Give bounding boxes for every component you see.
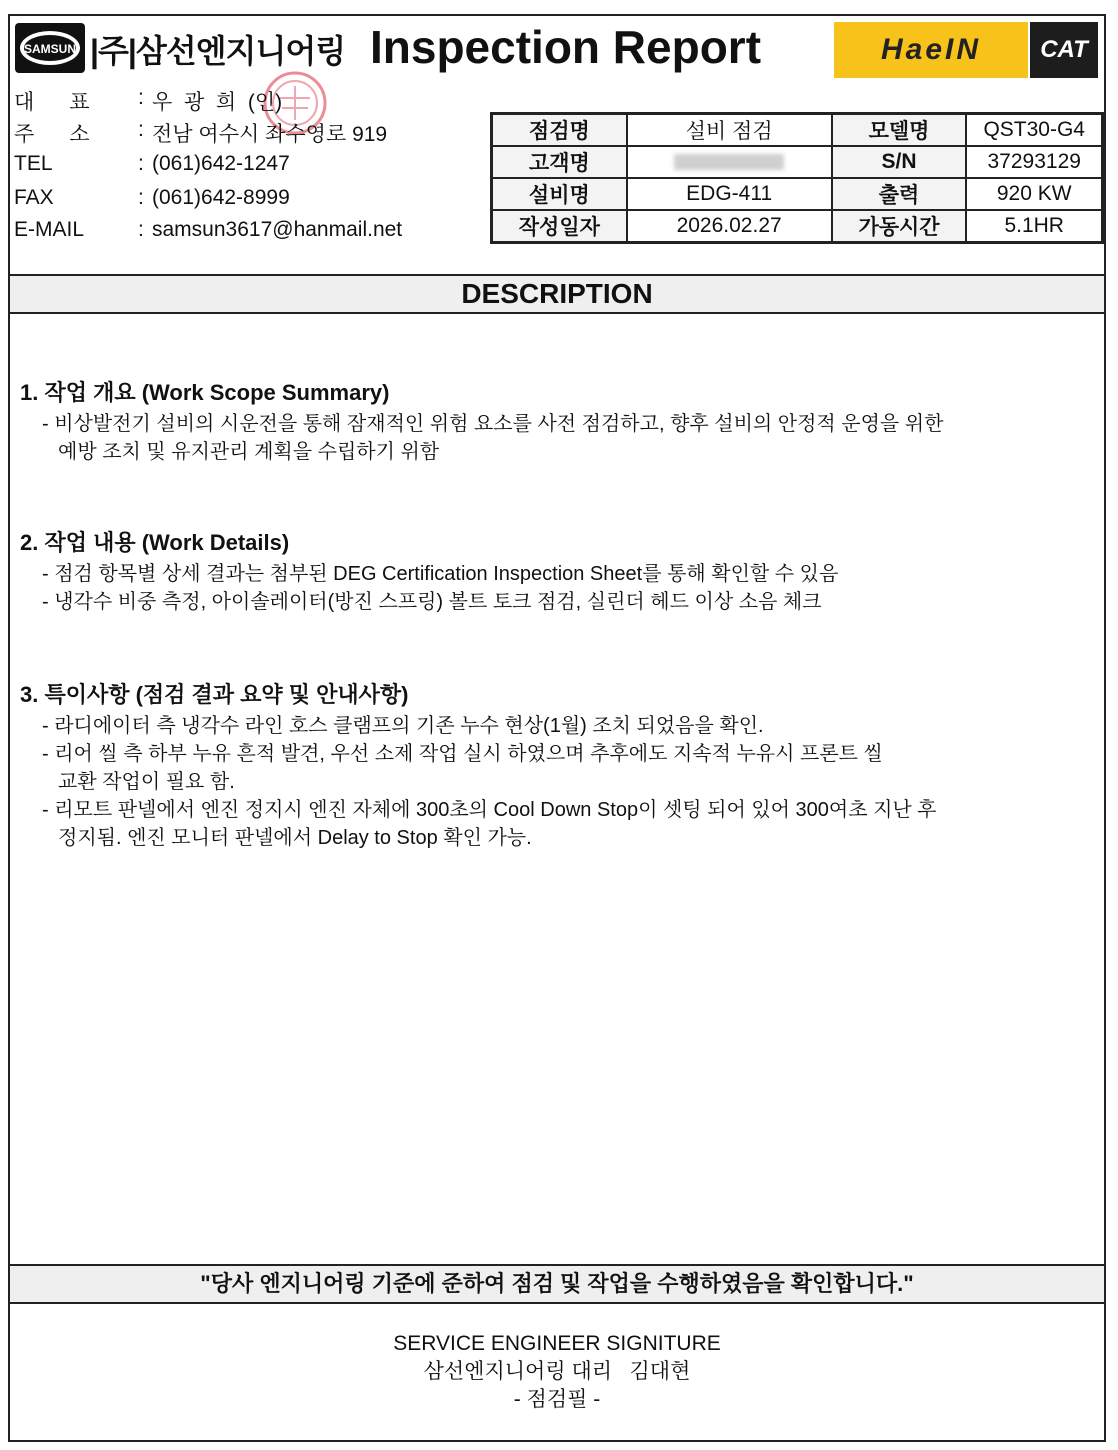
signature-block xyxy=(10,1330,1104,1414)
info-colon: : xyxy=(138,118,144,141)
info-colon: : xyxy=(138,86,144,109)
description-body xyxy=(20,376,1090,852)
section-title: 3. 특이사항 (점검 결과 요약 및 안내사항) xyxy=(20,682,409,707)
section-line: - 리모트 판넬에서 엔진 정지시 엔진 자체에 300초의 Cool Down Stop이 셋팅 되어 있어 300여초 지난 후 xyxy=(42,799,937,821)
section-line: - 비상발전기 설비의 시운전을 통해 잠재적인 위험 요소를 사전 점검하고, 향후 설비의 안정적 운영을 위한 xyxy=(42,413,944,435)
table-key: 작성일자 xyxy=(492,210,627,243)
table-key: S/N xyxy=(832,146,967,178)
section-special-notes xyxy=(20,678,1090,852)
info-label: 대 표 xyxy=(14,91,90,114)
info-label: TEL xyxy=(14,152,53,175)
description-header: DESCRIPTION xyxy=(10,274,1104,314)
section-line: - 점검 항목별 상세 결과는 첨부된 DEG Certification Inspection Sheet를 통해 확인할 수 있음 xyxy=(42,563,839,585)
info-value: 전남 여수시 좌수영로 919 xyxy=(152,123,388,146)
samsun-logo xyxy=(15,23,85,73)
info-value: 우 광 희 (인) xyxy=(152,91,283,114)
table-key: 설비명 xyxy=(492,178,627,210)
brand-logos xyxy=(834,22,1098,78)
redacted-blur xyxy=(674,154,784,170)
table-value: 920 KW xyxy=(966,178,1102,210)
logo-text: SAMSUN xyxy=(23,42,77,56)
info-value: (061)642-8999 xyxy=(152,186,290,209)
info-label: FAX xyxy=(14,186,54,209)
inspection-report-page xyxy=(8,14,1106,1442)
table-key: 출력 xyxy=(832,178,967,210)
table-key: 고객명 xyxy=(492,146,627,178)
section-line: 교환 작업이 필요 함. xyxy=(58,771,235,793)
engineer-name: 삼선엔지니어링 대리 김대현 xyxy=(423,1360,691,1383)
section-work-details xyxy=(20,526,1090,616)
section-title: 1. 작업 개요 (Work Scope Summary) xyxy=(20,380,390,405)
customer-name-redacted xyxy=(627,146,832,178)
section-title: 2. 작업 내용 (Work Details) xyxy=(20,530,290,555)
table-value: 37293129 xyxy=(966,146,1102,178)
table-value: EDG-411 xyxy=(627,178,832,210)
signature-title: SERVICE ENGINEER SIGNITURE xyxy=(393,1332,721,1355)
table-value: 설비 점검 xyxy=(627,114,832,147)
section-line: 예방 조치 및 유지관리 계획을 수립하기 위함 xyxy=(58,441,440,463)
table-row xyxy=(492,114,1103,147)
info-value: samsun3617@hanmail.net xyxy=(152,218,403,241)
info-colon: : xyxy=(138,186,144,209)
info-value: (061)642-1247 xyxy=(152,152,290,175)
section-line: - 냉각수 비중 측정, 아이솔레이터(방진 스프링) 볼트 토크 점검, 실린더 헤드 이상 소음 체크 xyxy=(42,591,822,613)
section-line: - 라디에이터 측 냉각수 라인 호스 클램프의 기존 누수 현상(1월) 조치 되었음을 확인. xyxy=(42,715,764,737)
table-key: 모델명 xyxy=(832,114,967,147)
equipment-spec-table xyxy=(490,112,1104,244)
inspection-status: - 점검필 - xyxy=(513,1388,601,1411)
haein-logo: HaeIN xyxy=(834,22,1028,78)
info-label: E-MAIL xyxy=(14,218,85,241)
section-line: - 리어 씰 측 하부 누유 흔적 발견, 우선 소제 작업 실시 하였으며 추후에도 지속적 누유시 프론트 씰 xyxy=(42,743,883,765)
table-value: 2026.02.27 xyxy=(627,210,832,243)
info-label: 주 소 xyxy=(14,123,90,146)
company-name: |주|삼선엔지니어링 xyxy=(90,33,346,69)
confirmation-statement: "당사 엔지니어링 기준에 준하여 점검 및 작업을 수행하였음을 확인합니다." xyxy=(10,1264,1104,1304)
table-row xyxy=(492,178,1103,210)
info-colon: : xyxy=(138,218,144,241)
section-line: 정지됨. 엔진 모니터 판넬에서 Delay to Stop 확인 가능. xyxy=(58,827,532,849)
cat-logo-text: CAT xyxy=(1040,36,1088,63)
section-work-scope xyxy=(20,376,1090,466)
table-key: 점검명 xyxy=(492,114,627,147)
table-row xyxy=(492,146,1103,178)
table-value: 5.1HR xyxy=(966,210,1102,243)
table-key: 가동시간 xyxy=(832,210,967,243)
info-colon: : xyxy=(138,152,144,175)
table-row xyxy=(492,210,1103,243)
page-title: Inspection Report xyxy=(370,21,762,73)
cat-logo xyxy=(1030,22,1098,78)
table-value: QST30-G4 xyxy=(966,114,1102,147)
